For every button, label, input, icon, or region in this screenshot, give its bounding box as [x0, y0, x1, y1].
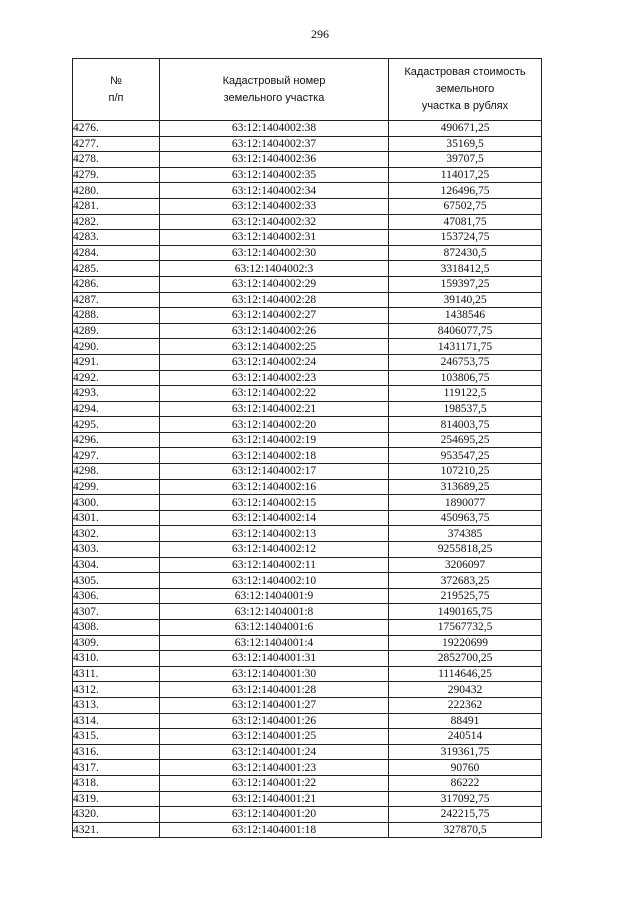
table-row	[73, 370, 542, 386]
cadastral-number-cell: 63:12:1404002:33	[160, 198, 389, 214]
cadastral-number-cell: 63:12:1404002:36	[160, 152, 389, 168]
cadastral-number-cell: 63:12:1404002:35	[160, 167, 389, 183]
row-number-cell: 4306.	[73, 588, 160, 604]
row-number-cell: 4299.	[73, 479, 160, 495]
table-row	[73, 479, 542, 495]
cadastral-value-cell: 8406077,75	[389, 323, 542, 339]
cadastral-number-cell: 63:12:1404002:34	[160, 183, 389, 199]
table-row	[73, 807, 542, 823]
row-number-cell: 4285.	[73, 261, 160, 277]
cadastral-value-cell: 153724,75	[389, 230, 542, 246]
cadastral-number-cell: 63:12:1404002:26	[160, 323, 389, 339]
cadastral-value-cell: 219525,75	[389, 588, 542, 604]
row-number-cell: 4287.	[73, 292, 160, 308]
row-number-cell: 4300.	[73, 495, 160, 511]
cadastral-number-cell: 63:12:1404001:20	[160, 807, 389, 823]
cadastral-number-cell: 63:12:1404001:25	[160, 729, 389, 745]
cadastral-value-cell: 114017,25	[389, 167, 542, 183]
row-number-cell: 4292.	[73, 370, 160, 386]
cadastral-number-cell: 63:12:1404001:27	[160, 697, 389, 713]
cadastral-value-cell: 35169,5	[389, 136, 542, 152]
table-row	[73, 292, 542, 308]
table-row	[73, 230, 542, 246]
cadastral-number-cell: 63:12:1404002:23	[160, 370, 389, 386]
cadastral-value-cell: 242215,75	[389, 807, 542, 823]
row-number-cell: 4321.	[73, 822, 160, 838]
cadastral-value-cell: 222362	[389, 697, 542, 713]
cadastral-table	[72, 58, 542, 838]
cadastral-value-cell: 872430,5	[389, 245, 542, 261]
header-cadastral-line2: земельного участка	[223, 91, 325, 104]
cadastral-value-cell: 450963,75	[389, 510, 542, 526]
cadastral-value-cell: 372683,25	[389, 573, 542, 589]
row-number-cell: 4296.	[73, 432, 160, 448]
row-number-cell: 4286.	[73, 276, 160, 292]
table-row	[73, 464, 542, 480]
row-number-cell: 4314.	[73, 713, 160, 729]
header-number-line2: п/п	[108, 91, 124, 104]
cadastral-value-cell: 39707,5	[389, 152, 542, 168]
table-row	[73, 308, 542, 324]
row-number-cell: 4316.	[73, 744, 160, 760]
cadastral-number-cell: 63:12:1404001:8	[160, 604, 389, 620]
cadastral-number-cell: 63:12:1404001:6	[160, 620, 389, 636]
cadastral-number-cell: 63:12:1404001:31	[160, 651, 389, 667]
cadastral-value-cell: 159397,25	[389, 276, 542, 292]
row-number-cell: 4295.	[73, 417, 160, 433]
cadastral-number-cell: 63:12:1404002:15	[160, 495, 389, 511]
cadastral-value-cell: 313689,25	[389, 479, 542, 495]
header-value-line2: участка в рублях	[421, 100, 509, 112]
table-row	[73, 136, 542, 152]
cadastral-number-cell: 63:12:1404002:13	[160, 526, 389, 542]
table-row	[73, 651, 542, 667]
table-row	[73, 682, 542, 698]
cadastral-value-cell: 126496,75	[389, 183, 542, 199]
table-body	[73, 121, 542, 838]
table-row	[73, 417, 542, 433]
row-number-cell: 4281.	[73, 198, 160, 214]
cadastral-value-cell: 90760	[389, 760, 542, 776]
cadastral-number-cell: 63:12:1404002:25	[160, 339, 389, 355]
cadastral-number-cell: 63:12:1404002:32	[160, 214, 389, 230]
cadastral-number-cell: 63:12:1404002:18	[160, 448, 389, 464]
table-row	[73, 121, 542, 137]
table-row	[73, 354, 542, 370]
cadastral-number-cell: 63:12:1404001:9	[160, 588, 389, 604]
row-number-cell: 4312.	[73, 682, 160, 698]
cadastral-number-cell: 63:12:1404002:10	[160, 573, 389, 589]
table-row	[73, 526, 542, 542]
cadastral-value-cell: 1438546	[389, 308, 542, 324]
row-number-cell: 4291.	[73, 354, 160, 370]
table-row	[73, 198, 542, 214]
cadastral-value-cell: 290432	[389, 682, 542, 698]
cadastral-number-cell: 63:12:1404002:14	[160, 510, 389, 526]
row-number-cell: 4282.	[73, 214, 160, 230]
cadastral-number-cell: 63:12:1404002:19	[160, 432, 389, 448]
cadastral-value-cell: 1890077	[389, 495, 542, 511]
page-number: 296	[311, 27, 329, 41]
row-number-cell: 4309.	[73, 635, 160, 651]
cadastral-value-cell: 374385	[389, 526, 542, 542]
cadastral-value-cell: 317092,75	[389, 791, 542, 807]
cadastral-value-cell: 119122,5	[389, 386, 542, 402]
row-number-cell: 4290.	[73, 339, 160, 355]
row-number-cell: 4289.	[73, 323, 160, 339]
row-number-cell: 4311.	[73, 666, 160, 682]
cadastral-value-cell: 107210,25	[389, 464, 542, 480]
cadastral-number-cell: 63:12:1404002:24	[160, 354, 389, 370]
cadastral-value-cell: 39140,25	[389, 292, 542, 308]
cadastral-value-cell: 88491	[389, 713, 542, 729]
row-number-cell: 4304.	[73, 557, 160, 573]
row-number-cell: 4277.	[73, 136, 160, 152]
cadastral-value-cell: 254695,25	[389, 432, 542, 448]
row-number-cell: 4308.	[73, 620, 160, 636]
table-row	[73, 214, 542, 230]
cadastral-number-cell: 63:12:1404002:17	[160, 464, 389, 480]
table-row	[73, 822, 542, 838]
table-row	[73, 323, 542, 339]
table-row	[73, 432, 542, 448]
cadastral-number-cell: 63:12:1404001:26	[160, 713, 389, 729]
cadastral-value-cell: 86222	[389, 775, 542, 791]
cadastral-number-cell: 63:12:1404002:11	[160, 557, 389, 573]
cadastral-number-cell: 63:12:1404001:30	[160, 666, 389, 682]
row-number-cell: 4276.	[73, 121, 160, 137]
cadastral-number-cell: 63:12:1404002:28	[160, 292, 389, 308]
cadastral-number-cell: 63:12:1404002:22	[160, 386, 389, 402]
cadastral-value-cell: 17567732,5	[389, 620, 542, 636]
row-number-cell: 4294.	[73, 401, 160, 417]
table-row	[73, 167, 542, 183]
cadastral-value-cell: 198537,5	[389, 401, 542, 417]
cadastral-value-cell: 1431171,75	[389, 339, 542, 355]
cadastral-value-cell: 814003,75	[389, 417, 542, 433]
table-row	[73, 729, 542, 745]
cadastral-number-cell: 63:12:1404002:31	[160, 230, 389, 246]
cadastral-number-cell: 63:12:1404002:16	[160, 479, 389, 495]
cadastral-number-cell: 63:12:1404001:23	[160, 760, 389, 776]
row-number-cell: 4278.	[73, 152, 160, 168]
row-number-cell: 4303.	[73, 542, 160, 558]
table-row	[73, 573, 542, 589]
table-row	[73, 261, 542, 277]
table-row	[73, 713, 542, 729]
cadastral-number-cell: 63:12:1404001:4	[160, 635, 389, 651]
row-number-cell: 4310.	[73, 651, 160, 667]
header-number	[73, 59, 160, 121]
table-row	[73, 588, 542, 604]
cadastral-number-cell: 63:12:1404002:20	[160, 417, 389, 433]
row-number-cell: 4288.	[73, 308, 160, 324]
row-number-cell: 4301.	[73, 510, 160, 526]
table-row	[73, 604, 542, 620]
row-number-cell: 4283.	[73, 230, 160, 246]
row-number-cell: 4284.	[73, 245, 160, 261]
cadastral-number-cell: 63:12:1404002:38	[160, 121, 389, 137]
header-cadastral-line1: Кадастровый номер	[222, 74, 326, 87]
table-row	[73, 557, 542, 573]
table-row	[73, 401, 542, 417]
table-row	[73, 666, 542, 682]
header-cadastral-value	[389, 59, 542, 121]
cadastral-value-cell: 327870,5	[389, 822, 542, 838]
cadastral-value-cell: 67502,75	[389, 198, 542, 214]
cadastral-value-cell: 9255818,25	[389, 542, 542, 558]
row-number-cell: 4318.	[73, 775, 160, 791]
cadastral-number-cell: 63:12:1404002:12	[160, 542, 389, 558]
table-row	[73, 775, 542, 791]
cadastral-number-cell: 63:12:1404002:29	[160, 276, 389, 292]
table-row	[73, 448, 542, 464]
cadastral-number-cell: 63:12:1404001:24	[160, 744, 389, 760]
table-row	[73, 635, 542, 651]
row-number-cell: 4315.	[73, 729, 160, 745]
row-number-cell: 4279.	[73, 167, 160, 183]
row-number-cell: 4313.	[73, 697, 160, 713]
row-number-cell: 4305.	[73, 573, 160, 589]
cadastral-number-cell: 63:12:1404002:27	[160, 308, 389, 324]
cadastral-value-cell: 2852700,25	[389, 651, 542, 667]
table-row	[73, 510, 542, 526]
row-number-cell: 4319.	[73, 791, 160, 807]
cadastral-value-cell: 3206097	[389, 557, 542, 573]
header-number-line1: №	[110, 74, 122, 87]
cadastral-number-cell: 63:12:1404002:3	[160, 261, 389, 277]
cadastral-number-cell: 63:12:1404002:37	[160, 136, 389, 152]
row-number-cell: 4297.	[73, 448, 160, 464]
table-row	[73, 542, 542, 558]
cadastral-value-cell: 246753,75	[389, 354, 542, 370]
row-number-cell: 4307.	[73, 604, 160, 620]
cadastral-value-cell: 319361,75	[389, 744, 542, 760]
table-row	[73, 760, 542, 776]
header-cadastral-number	[160, 59, 389, 121]
cadastral-value-cell: 1114646,25	[389, 666, 542, 682]
cadastral-value-cell: 490671,25	[389, 121, 542, 137]
table-row	[73, 744, 542, 760]
row-number-cell: 4293.	[73, 386, 160, 402]
table-row	[73, 620, 542, 636]
cadastral-value-cell: 19220699	[389, 635, 542, 651]
table-row	[73, 697, 542, 713]
cadastral-value-cell: 103806,75	[389, 370, 542, 386]
table-row	[73, 495, 542, 511]
row-number-cell: 4317.	[73, 760, 160, 776]
cadastral-number-cell: 63:12:1404002:30	[160, 245, 389, 261]
cadastral-number-cell: 63:12:1404001:28	[160, 682, 389, 698]
header-value-line1: Кадастровая стоимость земельного	[404, 66, 526, 95]
cadastral-number-cell: 63:12:1404001:22	[160, 775, 389, 791]
table-header-row	[73, 59, 542, 121]
cadastral-value-cell: 3318412,5	[389, 261, 542, 277]
row-number-cell: 4302.	[73, 526, 160, 542]
cadastral-number-cell: 63:12:1404002:21	[160, 401, 389, 417]
cadastral-value-cell: 47081,75	[389, 214, 542, 230]
row-number-cell: 4320.	[73, 807, 160, 823]
table-row	[73, 276, 542, 292]
table-row	[73, 791, 542, 807]
cadastral-value-cell: 1490165,75	[389, 604, 542, 620]
table-row	[73, 152, 542, 168]
cadastral-value-cell: 953547,25	[389, 448, 542, 464]
cadastral-number-cell: 63:12:1404001:21	[160, 791, 389, 807]
table-row	[73, 245, 542, 261]
table-row	[73, 339, 542, 355]
table-row	[73, 386, 542, 402]
row-number-cell: 4280.	[73, 183, 160, 199]
cadastral-number-cell: 63:12:1404001:18	[160, 822, 389, 838]
row-number-cell: 4298.	[73, 464, 160, 480]
cadastral-value-cell: 240514	[389, 729, 542, 745]
table-row	[73, 183, 542, 199]
